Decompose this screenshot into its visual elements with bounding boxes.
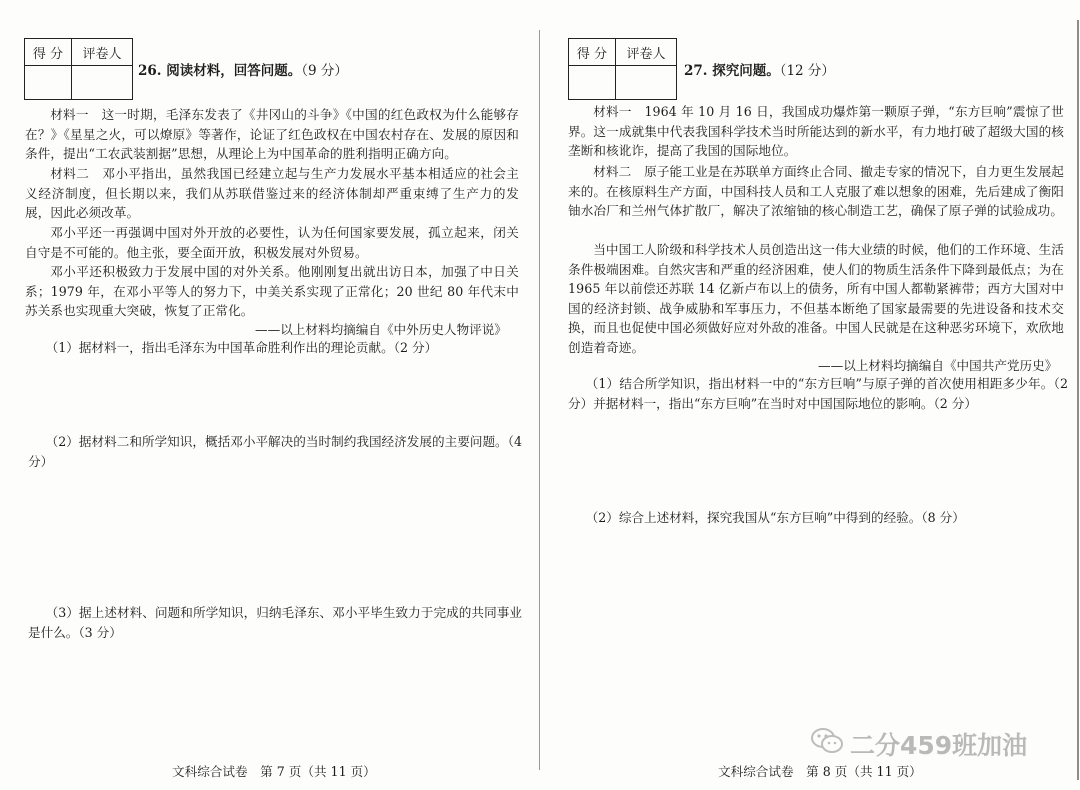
material-source: ——以上材料均摘编自《中外历史人物评说》 xyxy=(255,322,507,337)
scan-edge xyxy=(1077,20,1079,780)
wechat-icon xyxy=(810,726,850,762)
material-paragraph: 材料二 原子能工业是在苏联单方面终止合同、撤走专家的情况下，自力更生发展起来的。在核原料生产方面，中国科技人员和工人克服了难以想象的困难，先后建成了衡阳铀水冶厂和兰州气体扩散厂，解决了浓缩铀的核心制造工艺，确保了原子弹的试验成功。 xyxy=(568,164,1064,219)
material-source: ——以上材料均摘编自《中国共产党历史》 xyxy=(818,358,1058,373)
question-title xyxy=(684,59,835,79)
material-paragraph: 材料一 这一时期，毛泽东发表了《井冈山的斗争》《中国的红色政权为什么能够存在？》《星星之火，可以燎原》等著作，论证了红色政权在中国农村存在、发展的原因和条件，提出“工农武装割据”思想，从理论上为中国革命的胜利指明正确方向。 xyxy=(25,107,519,162)
sub-question-1: （1）结合所学知识，指出材料一中的“东方巨响”与原子弹的首次使用相距多少年。（2 分）并据材料一，指出“东方巨响”在当时对中国国际地位的影响。（2 分） xyxy=(568,376,1068,411)
question-points: （9 分） xyxy=(301,63,348,79)
grader-header: 评卷人 xyxy=(72,39,133,66)
question-points: （12 分） xyxy=(779,63,835,79)
material-paragraph: 材料一 1964 年 10 月 16 日，我国成功爆炸第一颗原子弹，“东方巨响”震惊了世界。这一成就集中代表我国科学技术当时所能达到的新水平，有力地打破了超级大国的核垄断和核讹诈，提高了我国的国际地位。 xyxy=(568,104,1064,159)
material-paragraph: 材料二 邓小平指出，虽然我国已经建立起与生产力发展水平基本相适应的社会主义经济制度，但长期以来，我们从苏联借鉴过来的经济体制却严重束缚了生产力的发展，因此必须改革。 xyxy=(25,166,519,221)
score-header: 得 分 xyxy=(25,39,72,66)
score-table xyxy=(568,38,677,100)
page-footer: 文科综合试卷 第 7 页（共 11 页） xyxy=(172,764,376,779)
grader-header: 评卷人 xyxy=(616,39,677,66)
question-number: 27. xyxy=(684,63,708,79)
page-footer: 文科综合试卷 第 8 页（共 11 页） xyxy=(718,764,922,779)
sub-question-2: （2）综合上述材料，探究我国从“东方巨响”中得到的经验。（8 分） xyxy=(585,510,965,525)
watermark xyxy=(810,726,1027,762)
grader-cell[interactable] xyxy=(616,66,677,100)
material-paragraph: 当中国工人阶级和科学技术人员创造出这一伟大业绩的时候，他们的工作环境、生活条件极端困难。自然灾害和严重的经济困难，使人们的物质生活条件下降到最低点；为在 1965 年以前偿还苏联 14 亿新卢布以上的债务，所有中国人都勒紧裤带；西方大国对中国的经济封锁、战争威胁和军事压力，不但基本断绝了国家最需要的先进设备和技术交换，而且也促使中国必须做好应对外敌的准备。中国人民就是在这种恶劣环境下，欢欣地创造着奇迹。 xyxy=(568,242,1064,355)
material-paragraph: 邓小平还积极致力于发展中国的对外关系。他刚刚复出就出访日本，加强了中日关系；1979 年，在邓小平等人的努力下，中美关系实现了正常化；20 世纪 80 年代末中苏关系也实现重大突破，恢复了正常化。 xyxy=(25,264,519,319)
question-title xyxy=(138,59,348,79)
question-number: 26. xyxy=(138,63,162,79)
grader-cell[interactable] xyxy=(72,66,133,100)
score-cell[interactable] xyxy=(25,66,72,100)
score-table xyxy=(24,38,133,100)
question-text: 阅读材料，回答问题。 xyxy=(166,63,302,79)
question-text: 探究问题。 xyxy=(712,63,780,79)
exam-page-8 xyxy=(540,0,1080,790)
sub-question-3: （3）据上述材料、问题和所学知识，归纳毛泽东、邓小平毕生致力于完成的共同事业是什么。（3 分） xyxy=(28,605,522,640)
score-header: 得 分 xyxy=(569,39,616,66)
watermark-text: 二分459班加油 xyxy=(850,731,1028,760)
material-paragraph: 邓小平还一再强调中国对外开放的必要性，认为任何国家要发展，孤立起来，闭关自守是不可能的。他主张，要全面开放，积极发展对外贸易。 xyxy=(25,225,519,260)
sub-question-2: （2）据材料二和所学知识，概括邓小平解决的当时制约我国经济发展的主要问题。（4 分） xyxy=(28,434,522,469)
score-cell[interactable] xyxy=(569,66,616,100)
sub-question-1: （1）据材料一，指出毛泽东为中国革命胜利作出的理论贡献。（2 分） xyxy=(45,340,438,355)
